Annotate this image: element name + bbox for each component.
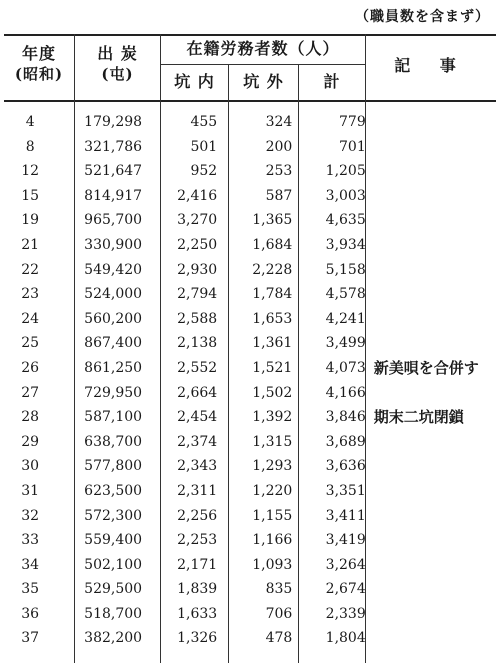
inside-cell: 2,374 [177, 433, 218, 450]
output-cell: 529,500 [84, 581, 143, 598]
table-row [0, 307, 500, 332]
table-row [0, 356, 500, 381]
inside-cell: 2,794 [177, 286, 218, 303]
remark-cell [374, 307, 500, 332]
header-output [75, 44, 160, 84]
outside-cell: 2,228 [252, 261, 293, 278]
year-cell: 31 [21, 482, 40, 499]
header-total: 計 [323, 72, 341, 91]
outside-cell: 587 [265, 187, 293, 204]
inside-cell: 952 [190, 163, 218, 180]
year-cell: 26 [21, 359, 40, 376]
total-cell: 3,689 [325, 433, 366, 450]
output-cell: 867,400 [84, 335, 143, 352]
year-cell: 34 [21, 556, 40, 573]
header-output-unit: (屯) [101, 65, 134, 83]
total-cell: 4,166 [325, 384, 366, 401]
outside-cell: 324 [265, 114, 293, 130]
year-cell: 27 [21, 384, 40, 401]
inside-cell: 2,343 [177, 458, 218, 475]
output-cell: 638,700 [84, 433, 143, 450]
table-row [0, 381, 500, 406]
output-cell: 729,950 [84, 384, 143, 401]
table-row [0, 135, 500, 160]
total-cell: 3,351 [325, 482, 366, 499]
table-row [0, 110, 500, 135]
remark-cell [374, 110, 500, 135]
inside-cell: 2,930 [177, 261, 218, 278]
output-cell: 814,917 [84, 187, 143, 204]
remark-cell [374, 626, 500, 651]
year-cell: 32 [21, 507, 40, 524]
inside-cell: 2,138 [177, 335, 218, 352]
outside-cell: 1,361 [252, 335, 293, 352]
table-row [0, 282, 500, 307]
table-row [0, 553, 500, 578]
table-row [0, 479, 500, 504]
remark-cell [374, 233, 500, 258]
header-inside: 坑 内 [174, 72, 215, 91]
inside-cell: 3,270 [177, 212, 218, 229]
output-cell: 518,700 [84, 605, 143, 622]
table-row [0, 577, 500, 602]
outside-cell: 1,293 [252, 458, 293, 475]
total-cell: 4,578 [325, 286, 366, 303]
workers-sub-rule [160, 64, 365, 65]
year-cell: 12 [21, 163, 40, 180]
year-cell: 23 [21, 286, 40, 303]
inside-cell: 2,250 [177, 236, 218, 253]
year-cell: 19 [21, 212, 40, 229]
inside-cell: 1,839 [177, 581, 218, 598]
year-cell: 4 [25, 114, 35, 130]
remark-cell [374, 282, 500, 307]
header-remarks: 記 事 [394, 56, 468, 75]
output-cell: 179,298 [84, 114, 143, 130]
table-row [0, 184, 500, 209]
outside-cell: 1,392 [252, 409, 293, 426]
outside-cell: 1,521 [252, 359, 293, 376]
total-cell: 3,264 [325, 556, 366, 573]
outside-cell: 1,093 [252, 556, 293, 573]
year-cell: 22 [21, 261, 40, 278]
year-cell: 25 [21, 335, 40, 352]
year-cell: 33 [21, 532, 40, 549]
table-row [0, 528, 500, 553]
total-cell: 3,846 [325, 409, 366, 426]
total-cell: 5,158 [325, 261, 366, 278]
table-row [0, 430, 500, 455]
remark-cell: 新美唄を合併す [373, 358, 479, 377]
outside-cell: 1,502 [252, 384, 293, 401]
outside-cell: 253 [265, 163, 293, 180]
total-cell: 4,073 [325, 359, 366, 376]
remark-cell [374, 528, 500, 553]
table-row [0, 258, 500, 283]
remark-cell [374, 135, 500, 160]
remark-cell [374, 479, 500, 504]
table-row [0, 159, 500, 184]
inside-cell: 2,253 [177, 532, 218, 549]
year-cell: 35 [21, 581, 40, 598]
remark-cell: 期末二坑閉鎖 [373, 408, 464, 427]
outside-cell: 1,784 [252, 286, 293, 303]
inside-cell: 2,552 [177, 359, 218, 376]
outside-cell: 1,653 [252, 310, 293, 327]
outside-cell: 835 [265, 581, 293, 598]
remark-cell [374, 454, 500, 479]
total-cell: 3,499 [325, 335, 366, 352]
total-cell: 3,419 [325, 532, 366, 549]
output-cell: 521,647 [84, 163, 143, 180]
total-cell: 1,804 [325, 630, 366, 647]
remark-cell [374, 577, 500, 602]
table-row [0, 208, 500, 233]
total-cell: 1,205 [325, 163, 366, 180]
total-cell: 779 [339, 114, 366, 130]
output-cell: 965,700 [84, 212, 143, 229]
total-cell: 3,411 [325, 507, 366, 524]
table-body [0, 110, 500, 651]
table-row [0, 504, 500, 529]
outside-cell: 200 [265, 138, 293, 155]
remark-cell [374, 159, 500, 184]
inside-cell: 1,633 [177, 605, 218, 622]
output-cell: 623,500 [84, 482, 143, 499]
year-cell: 37 [21, 630, 40, 647]
table-row [0, 626, 500, 651]
remark-cell [374, 430, 500, 455]
top-rule [4, 34, 496, 36]
output-cell: 559,400 [84, 532, 143, 549]
remark-cell [374, 258, 500, 283]
outside-cell: 706 [265, 605, 293, 622]
inside-cell: 2,454 [177, 409, 218, 426]
remark-cell [374, 553, 500, 578]
output-cell: 502,100 [84, 556, 143, 573]
remark-cell [374, 381, 500, 406]
total-cell: 3,636 [325, 458, 366, 475]
output-cell: 549,420 [84, 261, 143, 278]
inside-cell: 2,311 [177, 482, 218, 499]
remark-cell [374, 208, 500, 233]
year-cell: 8 [25, 138, 35, 155]
inside-cell: 455 [190, 114, 218, 130]
total-cell: 4,635 [325, 212, 366, 229]
year-cell: 24 [21, 310, 40, 327]
year-cell: 28 [21, 409, 40, 426]
table-note: （職員数を含まず） [355, 9, 490, 25]
table-row [0, 454, 500, 479]
year-cell: 15 [21, 187, 40, 204]
total-cell: 4,241 [325, 310, 366, 327]
output-cell: 560,200 [84, 310, 143, 327]
output-cell: 861,250 [84, 359, 143, 376]
table-row [0, 602, 500, 627]
table-row [0, 405, 500, 430]
total-cell: 3,003 [325, 187, 366, 204]
inside-cell: 2,664 [177, 384, 218, 401]
remark-cell [374, 184, 500, 209]
inside-cell: 2,256 [177, 507, 218, 524]
header-year-label: 年度 [21, 44, 56, 63]
inside-cell: 501 [190, 138, 218, 155]
output-cell: 577,800 [84, 458, 143, 475]
year-cell: 21 [21, 236, 40, 253]
output-cell: 587,100 [84, 409, 143, 426]
remark-cell [374, 331, 500, 356]
inside-cell: 2,171 [177, 556, 218, 573]
output-cell: 321,786 [84, 138, 143, 155]
year-cell: 29 [21, 433, 40, 450]
outside-cell: 478 [265, 630, 293, 647]
year-cell: 30 [21, 458, 40, 475]
total-cell: 701 [339, 138, 366, 155]
output-cell: 572,300 [84, 507, 143, 524]
inside-cell: 2,588 [177, 310, 218, 327]
header-workers: 在籍労務者数（人） [186, 39, 340, 58]
total-cell: 2,674 [325, 581, 366, 598]
table-row [0, 233, 500, 258]
year-cell: 36 [21, 605, 40, 622]
inside-cell: 2,416 [177, 187, 218, 204]
output-cell: 524,000 [84, 286, 143, 303]
outside-cell: 1,220 [252, 482, 293, 499]
header-output-label: 出 炭 [97, 44, 138, 63]
inside-cell: 1,326 [177, 630, 218, 647]
outside-cell: 1,315 [252, 433, 293, 450]
header-bottom-rule [4, 100, 496, 102]
data-table [0, 110, 500, 651]
output-cell: 330,900 [84, 236, 143, 253]
outside-cell: 1,365 [252, 212, 293, 229]
total-cell: 3,934 [325, 236, 366, 253]
outside-cell: 1,166 [252, 532, 293, 549]
outside-cell: 1,684 [252, 236, 293, 253]
header-year [4, 44, 74, 84]
remark-cell [374, 602, 500, 627]
header-outside: 坑 外 [243, 72, 284, 91]
header-year-era: (昭和) [14, 65, 64, 83]
total-cell: 2,339 [325, 605, 366, 622]
remark-cell [374, 504, 500, 529]
output-cell: 382,200 [84, 630, 143, 647]
table-row [0, 331, 500, 356]
outside-cell: 1,155 [252, 507, 293, 524]
